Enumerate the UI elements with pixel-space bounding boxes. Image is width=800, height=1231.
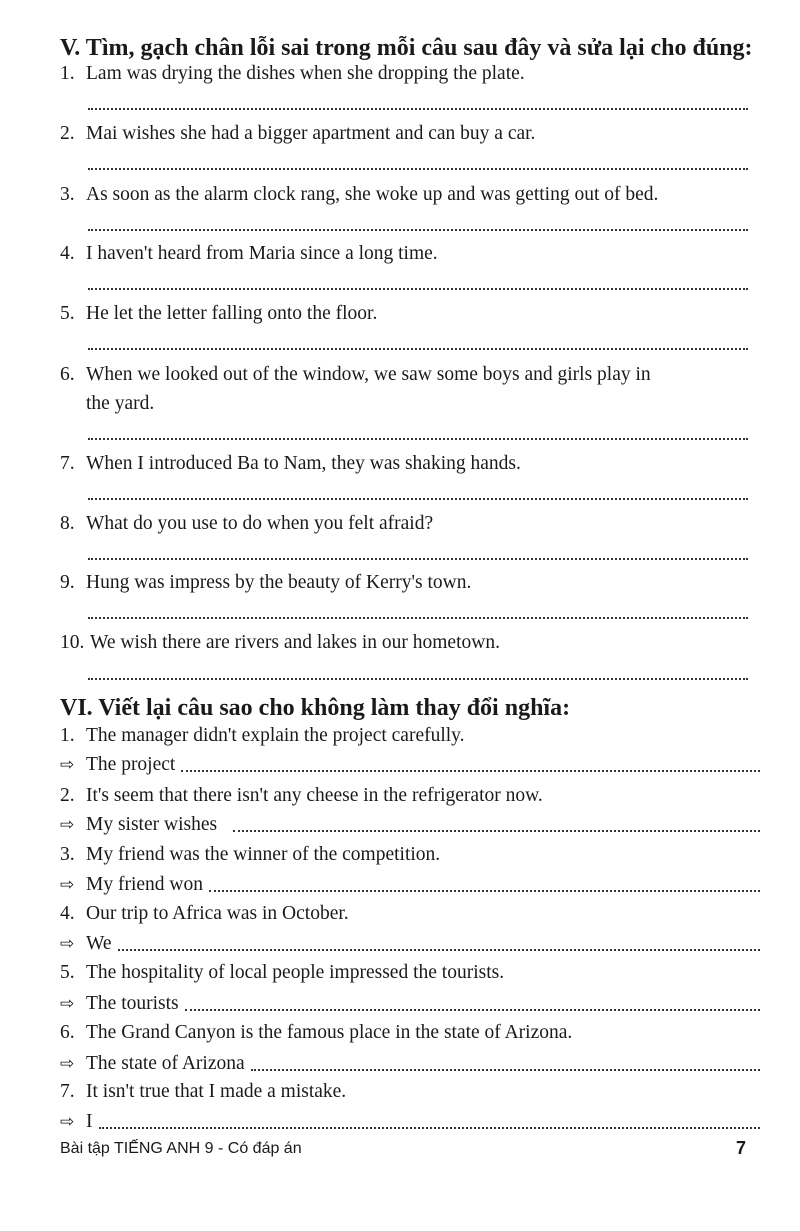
item-number: 7. [60, 453, 75, 474]
rewrite-row-1 [60, 751, 760, 777]
item-number: 4. [60, 903, 75, 924]
exercise-v-item-7 [60, 452, 750, 476]
item-number: 5. [60, 303, 75, 324]
arrow-right-icon: ⇨ [60, 994, 75, 1014]
item-text: Mai wishes she had a bigger apartment and can buy a car. [86, 123, 536, 144]
item-text: My friend was the winner of the competition. [86, 844, 441, 865]
rewrite-row-4 [60, 930, 760, 956]
exercise-vi-item-6 [60, 1021, 750, 1045]
section-v-title: V. Tìm, gạch chân lỗi sai trong mỗi câu sau đây và sửa lại cho đúng: [60, 35, 753, 61]
exercise-v-item-2 [60, 122, 750, 146]
item-number: 6. [60, 364, 75, 385]
rewrite-prompt: We [86, 933, 112, 954]
answer-line-v-9[interactable] [88, 609, 748, 619]
item-number: 1. [60, 63, 75, 84]
item-number: 1. [60, 725, 75, 746]
answer-line-vi-5[interactable] [185, 999, 760, 1011]
answer-line-vi-3[interactable] [209, 880, 760, 892]
rewrite-prompt: The state of Arizona [86, 1053, 245, 1074]
answer-line-vi-4[interactable] [118, 939, 761, 951]
item-text: He let the letter falling onto the floor. [86, 303, 378, 324]
rewrite-row-3 [60, 871, 760, 897]
exercise-v-item-5 [60, 302, 750, 326]
answer-line-vi-6[interactable] [251, 1059, 760, 1071]
rewrite-prompt: The tourists [86, 993, 179, 1014]
answer-line-v-7[interactable] [88, 490, 748, 500]
arrow-right-icon: ⇨ [60, 1112, 75, 1132]
exercise-vi-item-4 [60, 902, 750, 926]
item-number: 3. [60, 184, 75, 205]
exercise-vi-item-3 [60, 843, 750, 867]
item-text-continued: the yard. [86, 393, 155, 414]
exercise-v-item-6 [60, 363, 750, 387]
answer-line-vi-2[interactable] [233, 820, 760, 832]
item-number: 8. [60, 513, 75, 534]
exercise-vi-item-7 [60, 1080, 750, 1104]
item-text: The manager didn't explain the project carefully. [86, 725, 465, 746]
rewrite-prompt: My friend won [86, 874, 203, 895]
rewrite-row-5 [60, 990, 760, 1016]
exercise-v-item-1 [60, 62, 750, 86]
item-text: It isn't true that I made a mistake. [86, 1081, 347, 1102]
rewrite-prompt: I [86, 1111, 93, 1132]
arrow-right-icon: ⇨ [60, 755, 75, 775]
item-text: When we looked out of the window, we saw some boys and girls play in [86, 364, 651, 385]
rewrite-row-6 [60, 1050, 760, 1076]
answer-line-v-6[interactable] [88, 430, 748, 440]
item-text: Lam was drying the dishes when she dropping the plate. [86, 63, 525, 84]
answer-line-vi-7[interactable] [99, 1117, 761, 1129]
item-text: We wish there are rivers and lakes in our hometown. [90, 632, 500, 653]
item-text: It's seem that there isn't any cheese in the refrigerator now. [86, 785, 543, 806]
arrow-right-icon: ⇨ [60, 815, 75, 835]
arrow-right-icon: ⇨ [60, 1054, 75, 1074]
answer-line-v-10[interactable] [88, 670, 748, 680]
answer-line-v-2[interactable] [88, 160, 748, 170]
arrow-right-icon: ⇨ [60, 934, 75, 954]
exercise-v-item-3 [60, 183, 750, 207]
answer-line-v-4[interactable] [88, 280, 748, 290]
item-number: 5. [60, 962, 75, 983]
item-text: Hung was impress by the beauty of Kerry's town. [86, 572, 472, 593]
item-number: 9. [60, 572, 75, 593]
item-text: The hospitality of local people impressed the tourists. [86, 962, 505, 983]
book-title-footer: Bài tập TIẾNG ANH 9 - Có đáp án [60, 1140, 302, 1157]
item-text: As soon as the alarm clock rang, she woke up and was getting out of bed. [86, 184, 659, 205]
answer-line-vi-1[interactable] [181, 760, 760, 772]
exercise-vi-item-1 [60, 724, 750, 748]
item-number: 2. [60, 785, 75, 806]
exercise-v-item-10 [60, 631, 750, 655]
exercise-v-item-8 [60, 512, 750, 536]
item-number: 7. [60, 1081, 75, 1102]
answer-line-v-5[interactable] [88, 340, 748, 350]
item-number: 6. [60, 1022, 75, 1043]
rewrite-prompt: The project [86, 754, 176, 775]
answer-line-v-1[interactable] [88, 100, 748, 110]
rewrite-row-2 [60, 811, 760, 837]
answer-line-v-3[interactable] [88, 221, 748, 231]
exercise-vi-item-5 [60, 961, 750, 985]
rewrite-row-7 [60, 1108, 760, 1134]
item-number: 2. [60, 123, 75, 144]
item-text: The Grand Canyon is the famous place in the state of Arizona. [86, 1022, 573, 1043]
answer-line-v-8[interactable] [88, 550, 748, 560]
item-number: 10. [60, 632, 85, 653]
exercise-v-item-9 [60, 571, 750, 595]
exercise-v-item-4 [60, 242, 750, 266]
item-number: 4. [60, 243, 75, 264]
item-text: When I introduced Ba to Nam, they was shaking hands. [86, 453, 521, 474]
item-text: Our trip to Africa was in October. [86, 903, 349, 924]
item-text: I haven't heard from Maria since a long time. [86, 243, 438, 264]
page-number: 7 [736, 1138, 747, 1158]
arrow-right-icon: ⇨ [60, 875, 75, 895]
item-number: 3. [60, 844, 75, 865]
exercise-vi-item-2 [60, 784, 750, 808]
item-text: What do you use to do when you felt afraid? [86, 513, 434, 534]
section-vi-title: VI. Viết lại câu sao cho không làm thay đổi nghĩa: [60, 695, 571, 721]
rewrite-prompt: My sister wishes [86, 814, 218, 835]
